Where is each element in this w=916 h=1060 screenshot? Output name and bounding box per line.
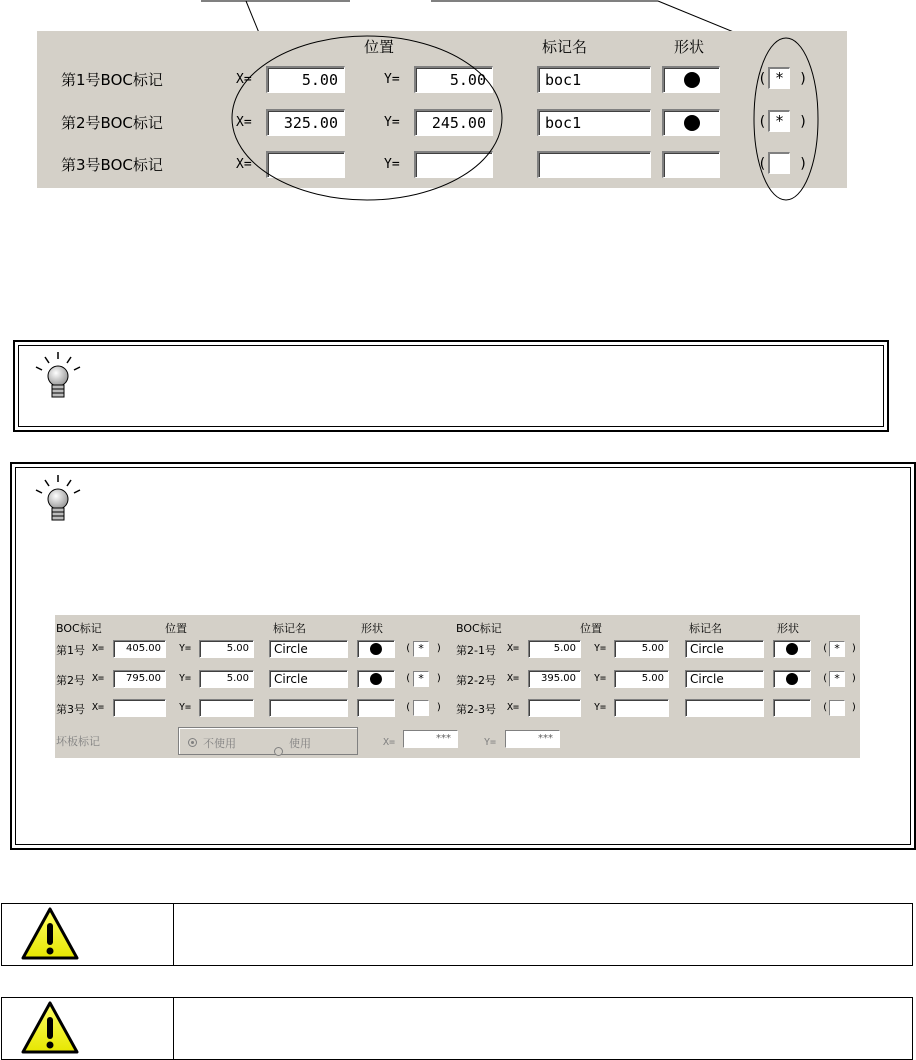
paren-open: ( bbox=[758, 114, 767, 130]
x-label: X= bbox=[507, 673, 520, 684]
y-label: Y= bbox=[594, 673, 607, 684]
enable-checkbox[interactable] bbox=[829, 700, 845, 716]
checkbox-highlight-ellipse bbox=[754, 38, 818, 200]
position-highlight-ellipse bbox=[232, 36, 502, 200]
warning-box bbox=[1, 903, 913, 966]
paren-close: ) bbox=[851, 673, 858, 684]
x-label: X= bbox=[92, 702, 105, 713]
row-label: 第3号BOC标记 bbox=[61, 156, 163, 174]
header-boc-mark: BOC标记 bbox=[56, 622, 102, 635]
filled-circle-icon bbox=[786, 673, 798, 685]
header-mark-name: 标记名 bbox=[273, 622, 306, 635]
enable-checkbox[interactable]: * bbox=[829, 641, 845, 657]
paren-close: ) bbox=[436, 702, 443, 713]
header-shape: 形状 bbox=[361, 622, 383, 635]
warning-box bbox=[1, 997, 913, 1060]
x-label: X= bbox=[236, 157, 252, 172]
shape-selector[interactable] bbox=[357, 699, 395, 717]
warning-triangle-icon bbox=[20, 1000, 80, 1056]
row-label: 第2-3号 bbox=[456, 703, 496, 716]
enable-checkbox[interactable]: * bbox=[768, 67, 790, 89]
x-input[interactable]: 5.00 bbox=[266, 66, 345, 93]
highlight-ellipses bbox=[0, 0, 916, 210]
bad-board-x-label: X= bbox=[383, 737, 396, 748]
bad-board-label: 坏板标记 bbox=[56, 735, 100, 748]
x-input[interactable]: 795.00 bbox=[113, 670, 166, 688]
y-input[interactable]: 5.00 bbox=[614, 640, 669, 658]
header-mark-name: 标记名 bbox=[689, 622, 722, 635]
header-position: 位置 bbox=[580, 622, 602, 635]
paren-open: ( bbox=[822, 673, 829, 684]
y-input[interactable]: 5.00 bbox=[199, 640, 254, 658]
y-input[interactable]: 245.00 bbox=[414, 109, 493, 136]
y-label: Y= bbox=[384, 115, 400, 130]
x-input[interactable]: 325.00 bbox=[266, 109, 345, 136]
tip-note-box bbox=[13, 340, 889, 432]
mark-name-input[interactable] bbox=[685, 699, 764, 717]
mark-name-input[interactable]: boc1 bbox=[537, 66, 651, 93]
row-label: 第2号 bbox=[56, 674, 85, 687]
paren-open: ( bbox=[758, 71, 767, 87]
y-input[interactable]: 5.00 bbox=[414, 66, 493, 93]
shape-selector[interactable] bbox=[773, 670, 811, 688]
y-input[interactable]: 5.00 bbox=[614, 670, 669, 688]
y-label: Y= bbox=[594, 643, 607, 654]
x-input[interactable]: 405.00 bbox=[113, 640, 166, 658]
x-label: X= bbox=[507, 702, 520, 713]
bad-board-y-input[interactable]: *** bbox=[505, 730, 560, 748]
paren-close: ) bbox=[851, 643, 858, 654]
bad-board-y-label: Y= bbox=[484, 737, 497, 748]
paren-close: ) bbox=[799, 71, 808, 87]
x-label: X= bbox=[236, 72, 252, 87]
y-input[interactable] bbox=[199, 699, 254, 717]
shape-selector[interactable] bbox=[773, 699, 811, 717]
shape-selector[interactable] bbox=[357, 670, 395, 688]
header-position: 位置 bbox=[165, 622, 187, 635]
warning-triangle-icon bbox=[20, 906, 80, 962]
y-input[interactable]: 5.00 bbox=[199, 670, 254, 688]
row-label: 第2号BOC标记 bbox=[61, 114, 163, 132]
paren-close: ) bbox=[851, 702, 858, 713]
header-position: 位置 bbox=[364, 38, 395, 56]
x-input[interactable] bbox=[113, 699, 166, 717]
row-label: 第1号 bbox=[56, 644, 85, 657]
option-not-use-label: 不使用 bbox=[203, 737, 236, 750]
x-label: X= bbox=[92, 673, 105, 684]
header-shape: 形状 bbox=[674, 38, 705, 56]
radio-use[interactable] bbox=[274, 747, 283, 756]
filled-circle-icon bbox=[370, 673, 382, 685]
shape-selector[interactable] bbox=[773, 640, 811, 658]
enable-checkbox[interactable] bbox=[413, 700, 429, 716]
x-input[interactable]: 395.00 bbox=[528, 670, 581, 688]
paren-open: ( bbox=[405, 702, 412, 713]
x-input[interactable] bbox=[528, 699, 581, 717]
option-use-label: 使用 bbox=[289, 737, 311, 750]
header-mark-name: 标记名 bbox=[542, 38, 588, 56]
y-input[interactable] bbox=[614, 699, 669, 717]
y-label: Y= bbox=[179, 702, 192, 713]
mark-name-input[interactable]: Circle bbox=[269, 640, 348, 658]
paren-open: ( bbox=[405, 673, 412, 684]
enable-checkbox[interactable]: * bbox=[829, 671, 845, 687]
bad-board-x-input[interactable]: *** bbox=[403, 730, 458, 748]
mark-name-input[interactable]: Circle bbox=[685, 670, 764, 688]
header-shape: 形状 bbox=[777, 622, 799, 635]
mark-name-input[interactable]: boc1 bbox=[537, 109, 651, 136]
row-label: 第2-1号 bbox=[456, 644, 496, 657]
mark-name-input[interactable]: Circle bbox=[269, 670, 348, 688]
x-input[interactable]: 5.00 bbox=[528, 640, 581, 658]
filled-circle-icon bbox=[370, 643, 382, 655]
paren-close: ) bbox=[436, 673, 443, 684]
paren-open: ( bbox=[822, 643, 829, 654]
y-label: Y= bbox=[594, 702, 607, 713]
header-boc-mark: BOC标记 bbox=[456, 622, 502, 635]
y-label: Y= bbox=[384, 72, 400, 87]
paren-close: ) bbox=[799, 114, 808, 130]
paren-close: ) bbox=[436, 643, 443, 654]
radio-not-use[interactable] bbox=[188, 738, 197, 747]
shape-selector[interactable] bbox=[357, 640, 395, 658]
row-label: 第3号 bbox=[56, 703, 85, 716]
filled-circle-icon bbox=[786, 643, 798, 655]
lightbulb-icon bbox=[32, 350, 84, 406]
paren-open: ( bbox=[758, 156, 767, 172]
enable-checkbox[interactable]: * bbox=[768, 110, 790, 132]
row-label: 第1号BOC标记 bbox=[61, 71, 163, 89]
x-label: X= bbox=[236, 115, 252, 130]
y-label: Y= bbox=[179, 673, 192, 684]
paren-open: ( bbox=[405, 643, 412, 654]
lightbulb-icon bbox=[32, 473, 84, 529]
enable-checkbox[interactable]: * bbox=[413, 641, 429, 657]
mark-name-input[interactable] bbox=[269, 699, 348, 717]
enable-checkbox[interactable]: * bbox=[413, 671, 429, 687]
x-label: X= bbox=[507, 643, 520, 654]
row-label: 第2-2号 bbox=[456, 674, 496, 687]
mark-name-input[interactable]: Circle bbox=[685, 640, 764, 658]
y-label: Y= bbox=[179, 643, 192, 654]
paren-close: ) bbox=[799, 156, 808, 172]
y-label: Y= bbox=[384, 157, 400, 172]
paren-open: ( bbox=[822, 702, 829, 713]
x-label: X= bbox=[92, 643, 105, 654]
